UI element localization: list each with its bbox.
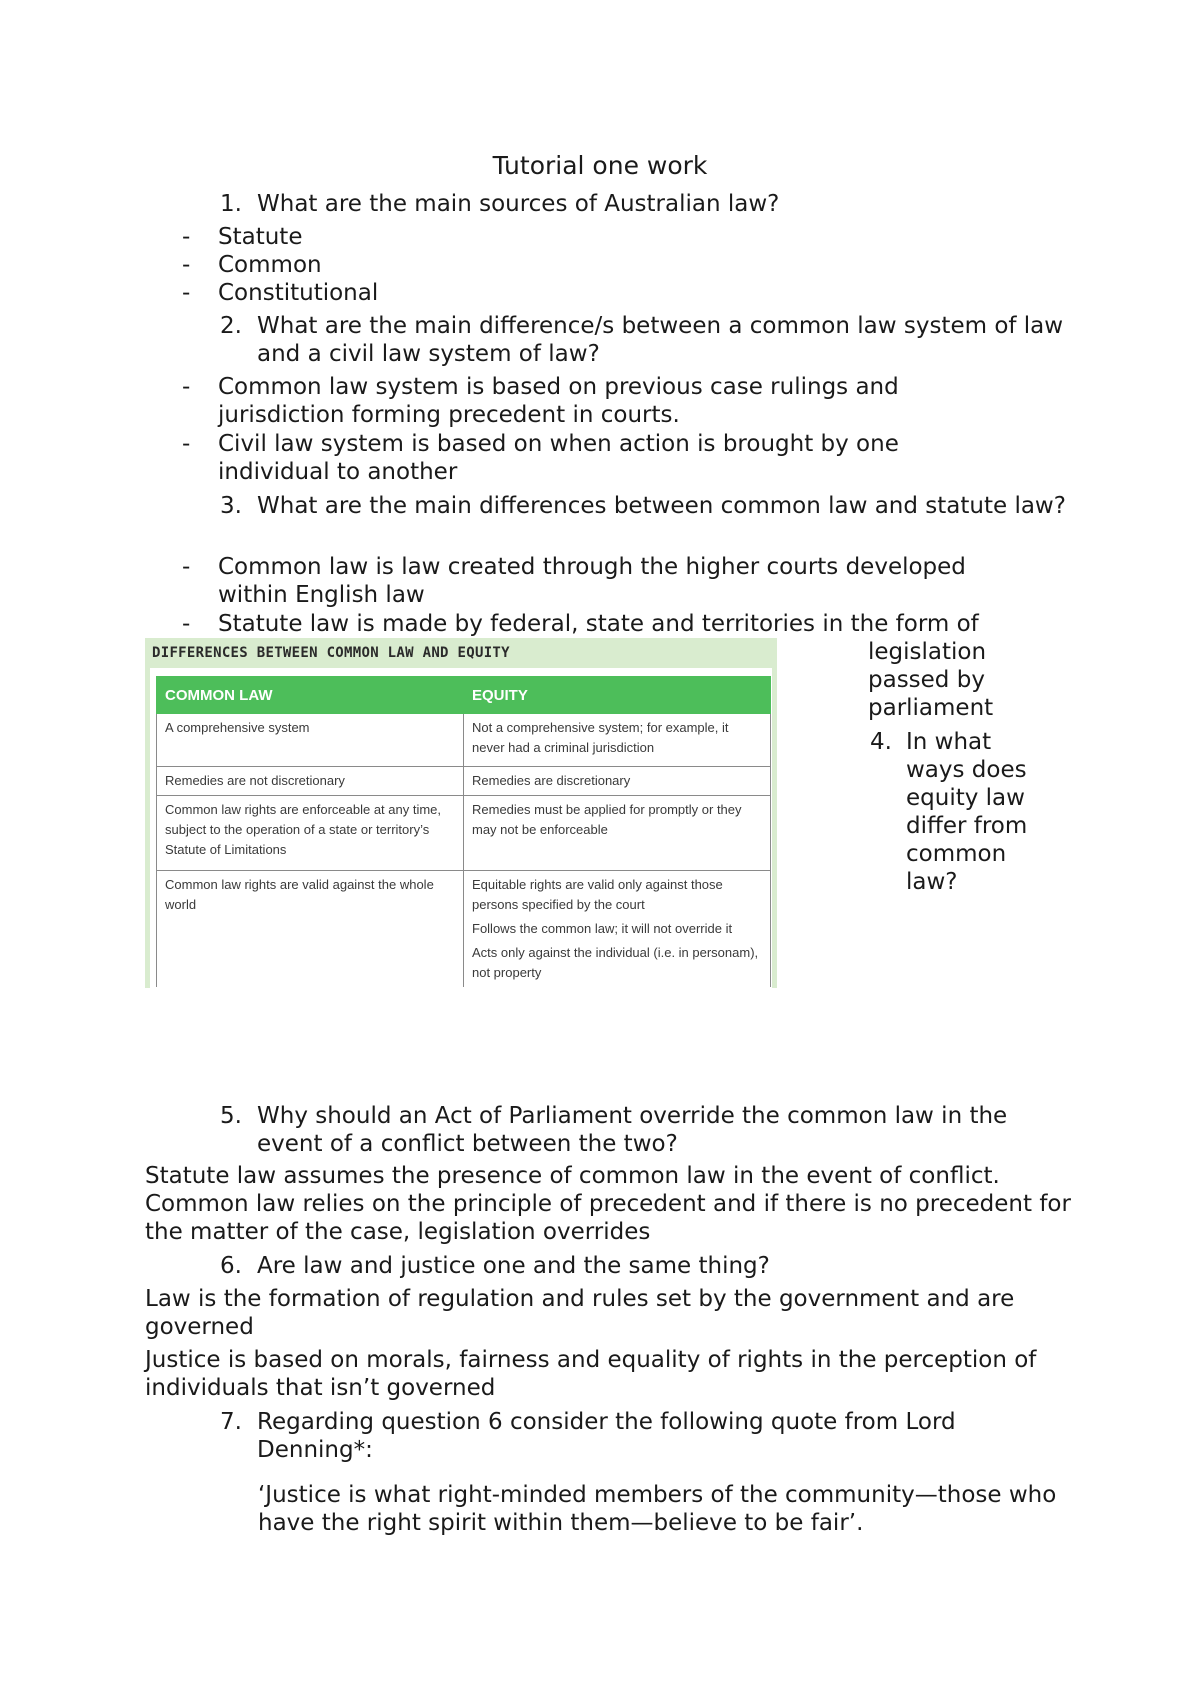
cell-text: Remedies are not discretionary xyxy=(165,773,345,788)
list-item: Common law system is based on previous case rulings and jurisdiction forming precedent in courts. xyxy=(218,374,899,428)
question-text-line: In what xyxy=(906,729,992,755)
question-text-line: equity law xyxy=(906,785,1025,811)
answer-paragraph: Statute law assumes the presence of common law in the event of conflict. Common law relies on the principle of precedent and if there is no precedent for the matter of the case, legislation overrides xyxy=(145,1163,1071,1245)
comparison-grid xyxy=(156,676,771,987)
list-item: Civil law system is based on when action is brought by one individual to another xyxy=(218,431,899,485)
table-heading: DIFFERENCES BETWEEN COMMON LAW AND EQUITY xyxy=(145,638,777,668)
document-title: Tutorial one work xyxy=(492,151,708,180)
question-number: 1. xyxy=(220,191,242,217)
table-row xyxy=(157,796,771,871)
question-number: 7. xyxy=(220,1409,242,1435)
table-cell xyxy=(157,871,464,988)
cell-text: Common law rights are valid against the whole world xyxy=(165,877,434,912)
continuation-line: parliament xyxy=(868,695,994,721)
bullet-dash: - xyxy=(182,252,191,278)
bullet-dash: - xyxy=(182,431,191,457)
bullet-dash: - xyxy=(182,280,191,306)
table-cell xyxy=(157,796,464,871)
table-row xyxy=(157,714,771,767)
cell-text: Remedies must be applied for promptly or they may not be enforceable xyxy=(472,802,742,837)
column-header-common-law: COMMON LAW xyxy=(157,677,464,714)
list-item: Common xyxy=(218,252,322,278)
list-item: Statute xyxy=(218,224,303,250)
question-text: What are the main difference/s between a common law system of law and a civil law system of law? xyxy=(257,313,1064,367)
table-row xyxy=(157,871,771,988)
bullet-dash: - xyxy=(182,611,191,637)
table-header-row xyxy=(157,677,771,714)
answer-paragraph: Justice is based on morals, fairness and equality of rights in the perception of individuals that isn’t governed xyxy=(145,1347,1037,1401)
table-cell xyxy=(464,767,771,796)
list-item: Common law is law created through the higher courts developed within English law xyxy=(218,554,966,608)
question-text-line: law? xyxy=(906,869,958,895)
question-text: Are law and justice one and the same thing? xyxy=(257,1253,770,1279)
answer-paragraph: Law is the formation of regulation and rules set by the government and are governed xyxy=(145,1286,1015,1340)
question-number: 2. xyxy=(220,313,242,339)
table-body xyxy=(145,668,777,988)
bullet-dash: - xyxy=(182,374,191,400)
bullet-dash: - xyxy=(182,224,191,250)
question-text: What are the main sources of Australian law? xyxy=(257,191,780,217)
question-text: Regarding question 6 consider the following quote from Lord Denning*: xyxy=(257,1409,956,1463)
question-text: What are the main differences between common law and statute law? xyxy=(257,493,1066,519)
question-text-line: differ from xyxy=(906,813,1028,839)
common-law-equity-table xyxy=(145,638,777,988)
cell-text: Follows the common law; it will not override it xyxy=(472,921,733,936)
question-number: 5. xyxy=(220,1103,242,1129)
table-row xyxy=(157,767,771,796)
question-number: 6. xyxy=(220,1253,242,1279)
continuation-line: legislation xyxy=(868,639,987,665)
column-header-equity: EQUITY xyxy=(464,677,771,714)
cell-text: Remedies are discretionary xyxy=(472,773,631,788)
cell-text: A comprehensive system xyxy=(165,720,310,735)
cell-text: Not a comprehensive system; for example, it never had a criminal jurisdiction xyxy=(472,720,729,755)
cell-text: Equitable rights are valid only against those persons specified by the court xyxy=(472,877,723,912)
list-item: Statute law is made by federal, state and territories in the form of xyxy=(218,611,979,637)
table-cell xyxy=(464,714,771,767)
question-number: 4. xyxy=(870,729,892,755)
cell-text: Common law rights are enforceable at any time, subject to the operation of a state or territory’s Statute of Limitations xyxy=(165,802,442,857)
table-cell xyxy=(157,714,464,767)
question-number: 3. xyxy=(220,493,242,519)
continuation-line: passed by xyxy=(868,667,985,693)
quote-block: ‘Justice is what right-minded members of the community—those who have the right spirit within them—believe to be fair’. xyxy=(258,1482,1057,1536)
bullet-dash: - xyxy=(182,554,191,580)
cell-text: Acts only against the individual (i.e. in personam), not property xyxy=(472,945,759,980)
list-item: Constitutional xyxy=(218,280,379,306)
table-cell xyxy=(157,767,464,796)
question-text-line: ways does xyxy=(906,757,1027,783)
table-cell xyxy=(464,871,771,988)
question-text: Why should an Act of Parliament override the common law in the event of a conflict between the two? xyxy=(257,1103,1008,1157)
question-text-line: common xyxy=(906,841,1007,867)
table-cell xyxy=(464,796,771,871)
